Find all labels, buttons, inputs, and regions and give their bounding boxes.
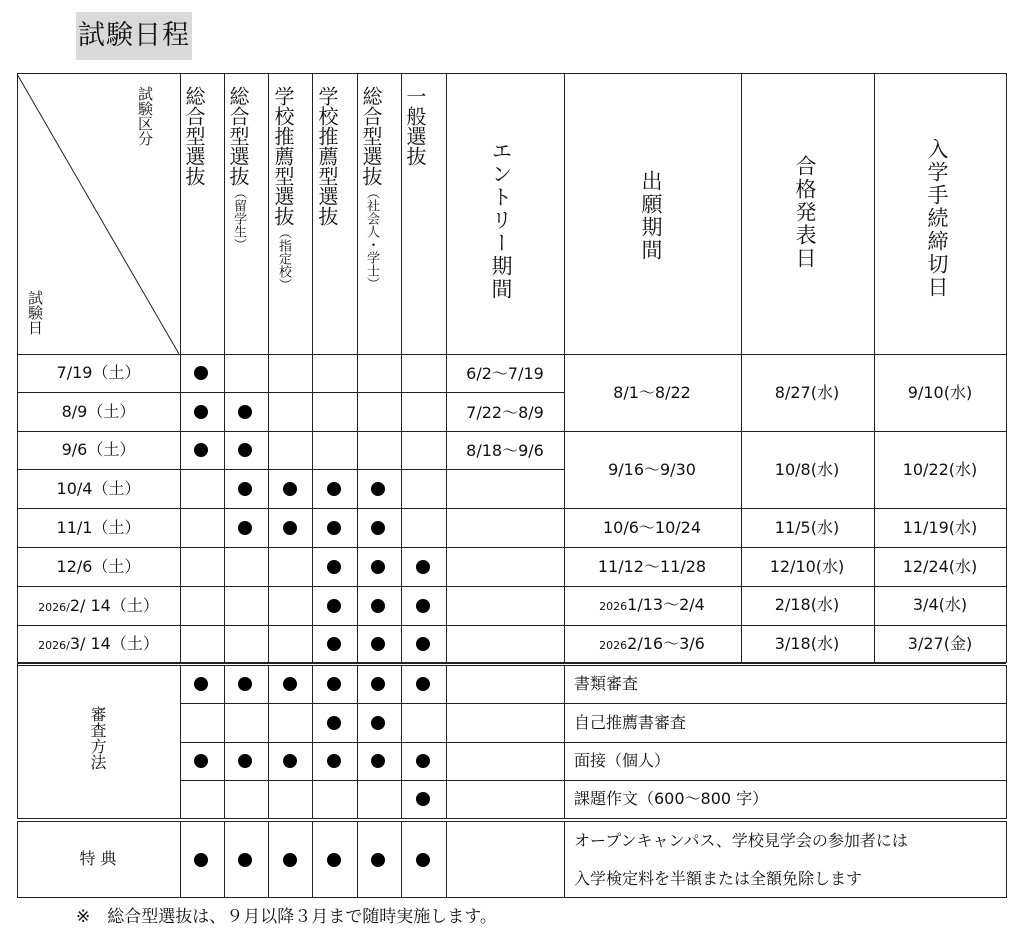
mark-dot xyxy=(283,482,297,496)
grid-line xyxy=(180,703,1006,704)
grid-line xyxy=(446,508,564,509)
deadline-date: 3/27(金) xyxy=(907,634,973,653)
mark-dot xyxy=(371,599,385,613)
grid-line xyxy=(224,821,225,898)
exam-date-text: 3/ 14（土） xyxy=(69,634,159,653)
grid-line xyxy=(17,392,446,393)
mark-dot xyxy=(416,637,430,651)
benefit-line-2: 入学検定料を半額または全額免除します xyxy=(574,869,863,888)
grid-line xyxy=(180,780,1006,781)
grid-line xyxy=(401,665,402,819)
grid-line xyxy=(180,742,1006,743)
grid-line xyxy=(17,665,18,819)
grid-line xyxy=(446,547,564,548)
mark-dot xyxy=(371,853,385,867)
benefit-label: 特 典 xyxy=(79,849,117,868)
header-exam-date: 試験日 xyxy=(26,290,44,335)
grid-line xyxy=(224,665,225,819)
grid-line xyxy=(17,354,1006,355)
grid-line xyxy=(268,665,269,819)
grid-line xyxy=(268,821,269,898)
review-method-item: 面接（個人） xyxy=(574,751,671,770)
result-date: 10/8(水) xyxy=(774,460,840,479)
entry-period-2: 7/22〜8/9 xyxy=(466,403,544,422)
grid-line xyxy=(17,818,1006,819)
mark-dot xyxy=(416,560,430,574)
header-apply-period: 出願期間 xyxy=(639,170,663,262)
mark-dot xyxy=(371,637,385,651)
grid-line xyxy=(564,547,1006,548)
grid-line xyxy=(17,431,446,432)
header-cat-6: 一般選抜 xyxy=(403,86,427,166)
mark-dot xyxy=(238,443,252,457)
apply-period: 10/6〜10/24 xyxy=(602,518,702,537)
mark-dot xyxy=(327,677,341,691)
deadline-date: 12/24(水) xyxy=(902,557,978,576)
exam-year: 2026/ xyxy=(38,600,70,614)
mark-dot xyxy=(416,853,430,867)
mark-dot xyxy=(327,560,341,574)
mark-dot xyxy=(194,853,208,867)
grid-line xyxy=(446,625,564,626)
deadline-date: 3/4(水) xyxy=(912,595,968,614)
mark-dot xyxy=(238,677,252,691)
grid-line xyxy=(17,508,446,509)
mark-dot xyxy=(283,521,297,535)
exam-date-text: 10/4（土） xyxy=(56,478,141,498)
exam-date xyxy=(17,363,180,383)
grid-line xyxy=(224,73,225,663)
grid-line xyxy=(357,821,358,898)
exam-date xyxy=(17,402,180,422)
grid-line xyxy=(17,897,1006,898)
mark-dot xyxy=(194,754,208,768)
entry-period-3: 8/18〜9/6 xyxy=(466,441,544,460)
mark-dot xyxy=(327,637,341,651)
exam-date xyxy=(17,518,180,538)
review-method-item: 自己推薦書審査 xyxy=(574,712,687,732)
header-exam-category: 試験区分 xyxy=(136,86,154,146)
mark-dot xyxy=(327,599,341,613)
review-method-item: 課題作文（600〜800 字） xyxy=(574,789,769,808)
result-date: 2/18(水) xyxy=(774,595,840,614)
grid-line xyxy=(446,586,564,587)
grid-line xyxy=(564,821,565,898)
result-date: 8/27(水) xyxy=(774,383,840,402)
grid-line xyxy=(446,469,564,470)
grid-line xyxy=(1006,665,1007,819)
result-date: 12/10(水) xyxy=(769,557,845,576)
header-entry-period: エントリー期間 xyxy=(489,140,513,301)
grid-line xyxy=(180,665,181,819)
review-method-item: 書類審査 xyxy=(574,674,639,693)
mark-dot xyxy=(327,853,341,867)
grid-line xyxy=(17,663,18,665)
grid-line xyxy=(564,431,1006,432)
apply-period: 8/1〜8/22 xyxy=(613,383,691,402)
header-cat-5: 総合型選抜（社会人・学士） xyxy=(359,86,383,290)
grid-line xyxy=(357,73,358,663)
mark-dot xyxy=(371,754,385,768)
mark-dot xyxy=(327,754,341,768)
grid-line xyxy=(312,821,313,898)
grid-line xyxy=(446,392,564,393)
grid-line xyxy=(357,665,358,819)
mark-dot xyxy=(238,521,252,535)
page-title: 試験日程 xyxy=(76,12,192,60)
exam-date-text: 9/6（土） xyxy=(61,440,136,459)
grid-line xyxy=(180,73,181,663)
mark-dot xyxy=(283,754,297,768)
footnote: ※ 総合型選抜は、９月以降３月まで随時実施します。 xyxy=(76,907,497,927)
mark-dot xyxy=(238,405,252,419)
grid-line xyxy=(17,625,446,626)
grid-line xyxy=(17,586,446,587)
exam-date-text: 2/ 14（土） xyxy=(69,595,159,615)
deadline-date: 10/22(水) xyxy=(902,460,978,479)
exam-date-text: 12/6（土） xyxy=(56,556,141,576)
apply-period: 20261/13〜2/4 xyxy=(599,595,705,614)
exam-date-text: 8/9（土） xyxy=(61,401,136,421)
mark-dot xyxy=(416,677,430,691)
grid-line xyxy=(17,547,446,548)
grid-line xyxy=(17,662,1006,664)
mark-dot xyxy=(416,599,430,613)
deadline-date: 11/19(水) xyxy=(902,518,978,537)
header-result-date: 合格発表日 xyxy=(793,155,817,270)
mark-dot xyxy=(283,677,297,691)
mark-dot xyxy=(238,754,252,768)
header-deadline: 入学手続締切日 xyxy=(925,138,949,299)
exam-date xyxy=(17,596,180,618)
mark-dot xyxy=(238,853,252,867)
review-method-label: 審査方法 xyxy=(88,706,107,770)
deadline-date: 9/10(水) xyxy=(907,383,973,402)
mark-dot xyxy=(283,853,297,867)
grid-line xyxy=(446,821,447,898)
grid-line xyxy=(268,73,269,663)
mark-dot xyxy=(238,482,252,496)
mark-dot xyxy=(194,405,208,419)
mark-dot xyxy=(371,716,385,730)
mark-dot xyxy=(416,792,430,806)
result-date: 3/18(水) xyxy=(774,634,840,653)
grid-line xyxy=(401,821,402,898)
mark-dot xyxy=(371,482,385,496)
header-cat-2: 総合型選抜（留学生） xyxy=(226,86,250,251)
grid-line xyxy=(180,821,181,898)
result-date: 11/5(水) xyxy=(774,518,840,537)
exam-date xyxy=(17,557,180,577)
mark-dot xyxy=(416,754,430,768)
exam-date xyxy=(17,634,180,656)
grid-line xyxy=(1006,73,1007,663)
grid-line xyxy=(312,73,313,663)
header-cat-3: 学校推薦型選抜（指定校） xyxy=(271,86,295,291)
mark-dot xyxy=(194,677,208,691)
mark-dot xyxy=(194,366,208,380)
exam-date-text: 11/1（土） xyxy=(56,517,141,537)
mark-dot xyxy=(327,716,341,730)
exam-date xyxy=(17,440,180,460)
grid-line xyxy=(17,469,446,470)
mark-dot xyxy=(327,521,341,535)
apply-period: 20262/16〜3/6 xyxy=(599,634,705,653)
mark-dot xyxy=(371,560,385,574)
apply-period: 11/12〜11/28 xyxy=(597,557,707,576)
mark-dot xyxy=(194,443,208,457)
mark-dot xyxy=(371,677,385,691)
grid-line xyxy=(564,665,565,819)
exam-date xyxy=(17,479,180,499)
header-cat-4: 学校推薦型選抜 xyxy=(315,86,339,226)
mark-dot xyxy=(371,521,385,535)
mark-dot xyxy=(327,482,341,496)
grid-line xyxy=(401,73,402,663)
grid-line xyxy=(446,665,447,819)
benefit-line-1: オープンキャンパス、学校見学会の参加者には xyxy=(574,831,908,850)
apply-period: 9/16〜9/30 xyxy=(608,460,696,479)
grid-line xyxy=(17,665,1006,666)
exam-year: 2026/ xyxy=(38,639,70,652)
grid-line xyxy=(564,586,1006,587)
grid-line xyxy=(446,431,564,432)
header-cat-1: 総合型選抜 xyxy=(182,86,206,186)
grid-line xyxy=(564,625,1006,626)
grid-line xyxy=(564,508,1006,509)
grid-line xyxy=(312,665,313,819)
grid-line xyxy=(1006,821,1007,898)
entry-period-1: 6/2〜7/19 xyxy=(466,364,544,383)
exam-date-text: 7/19（土） xyxy=(56,363,141,382)
grid-line xyxy=(17,821,1006,822)
